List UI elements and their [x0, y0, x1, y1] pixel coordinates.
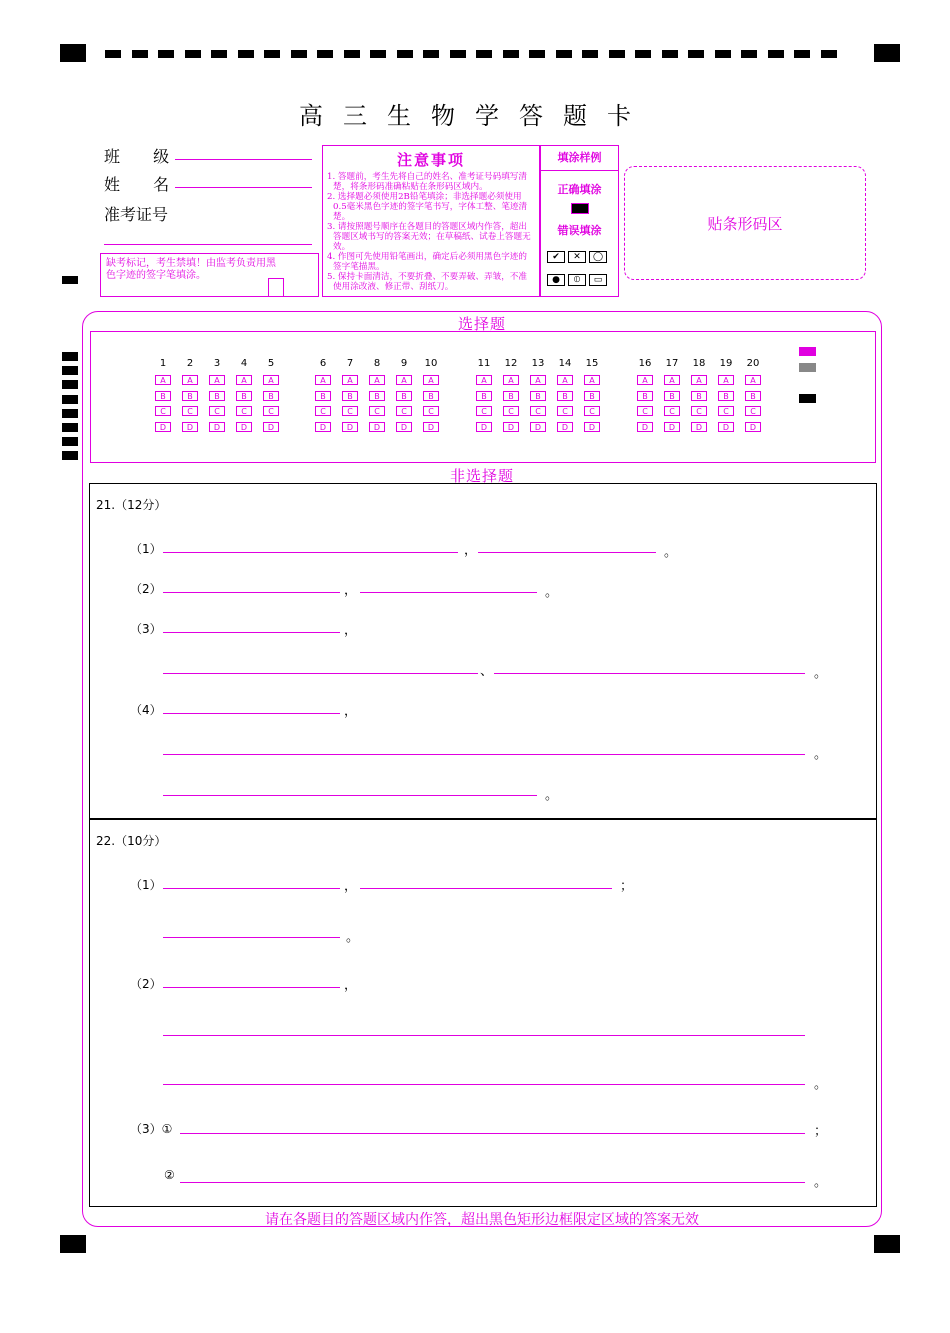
- q21-part-1: （1）: [130, 542, 162, 556]
- timing-dash: [635, 50, 651, 58]
- corner-mark-bottom-right: [874, 1235, 900, 1253]
- question-number: 2: [186, 358, 194, 369]
- footer-warning: 请在各题目的答题区域内作答，超出黑色矩形边框限定区域的答案无效: [265, 1212, 699, 1228]
- timing-mark: [62, 409, 78, 418]
- answer-bubble-d[interactable]: D: [503, 422, 519, 432]
- question-number: 11: [477, 358, 491, 369]
- answer-bubble-b[interactable]: B: [691, 391, 707, 401]
- wrong-fill-mark: ◯: [589, 251, 607, 263]
- answer-bubble-a[interactable]: A: [342, 375, 358, 385]
- timing-mark: [62, 352, 78, 361]
- q21-part-4: （4）: [130, 703, 162, 717]
- answer-bubble-b[interactable]: B: [530, 391, 546, 401]
- q22-part-3b: ②: [164, 1168, 175, 1182]
- punct: 。: [346, 930, 360, 945]
- timing-dash: [185, 50, 201, 58]
- answer-bubble-a[interactable]: A: [745, 375, 761, 385]
- fill-sample-panel: [540, 145, 619, 297]
- timing-dash: [503, 50, 519, 58]
- answer-bubble-c[interactable]: C: [182, 406, 198, 416]
- question-number: 19: [719, 358, 733, 369]
- question-22-title: 22.（10分）: [96, 834, 167, 848]
- answer-bubble-d[interactable]: D: [369, 422, 385, 432]
- q22-1-blank-a[interactable]: [163, 888, 340, 889]
- correct-fill-example: [571, 203, 589, 214]
- timing-dash: [662, 50, 678, 58]
- timing-dash: [476, 50, 492, 58]
- answer-bubble-d[interactable]: D: [584, 422, 600, 432]
- timing-dash: [132, 50, 148, 58]
- punct: 。: [814, 747, 828, 762]
- punct: 、: [480, 664, 494, 679]
- answer-bubble-a[interactable]: A: [557, 375, 573, 385]
- notice-item: 4. 作图可先使用铅笔画出，确定后必须用黑色字迹的签字笔描黑。: [327, 252, 527, 272]
- q22-2-blank-c[interactable]: [163, 1084, 805, 1085]
- answer-bubble-a[interactable]: A: [691, 375, 707, 385]
- timing-dash: [821, 50, 837, 58]
- answer-bubble-b[interactable]: B: [664, 391, 680, 401]
- question-number: 7: [346, 358, 354, 369]
- punct: ，: [464, 543, 478, 558]
- exam-id-field[interactable]: [104, 244, 312, 245]
- answer-bubble-a[interactable]: A: [182, 375, 198, 385]
- answer-bubble-d[interactable]: D: [236, 422, 252, 432]
- q21-2-blank-a[interactable]: [163, 592, 340, 593]
- answer-bubble-d[interactable]: D: [557, 422, 573, 432]
- timing-dash: [768, 50, 784, 58]
- answer-bubble-b[interactable]: B: [423, 391, 439, 401]
- q21-part-3: （3）: [130, 622, 162, 636]
- timing-dash: [238, 50, 254, 58]
- notice-item: 2. 选择题必须使用2B铅笔填涂；非选择题必须使用0.5毫米黑色字迹的签字笔书写，字体工整、笔迹清楚。: [327, 192, 528, 222]
- answer-bubble-a[interactable]: A: [263, 375, 279, 385]
- answer-bubble-a[interactable]: A: [209, 375, 225, 385]
- answer-bubble-d[interactable]: D: [209, 422, 225, 432]
- q21-4-blank-c[interactable]: [163, 795, 537, 796]
- answer-bubble-c[interactable]: C: [557, 406, 573, 416]
- notice-panel: [322, 145, 540, 297]
- answer-bubble-c[interactable]: C: [423, 406, 439, 416]
- exam-id-label: 准考证号: [104, 205, 169, 224]
- answer-bubble-c[interactable]: C: [637, 406, 653, 416]
- q22-part-2: （2）: [130, 977, 162, 991]
- answer-bubble-c[interactable]: C: [664, 406, 680, 416]
- answer-bubble-b[interactable]: B: [557, 391, 573, 401]
- answer-bubble-a[interactable]: A: [637, 375, 653, 385]
- answer-bubble-c[interactable]: C: [503, 406, 519, 416]
- timing-mark: [62, 395, 78, 404]
- question-number: 8: [373, 358, 381, 369]
- question-number: 1: [159, 358, 167, 369]
- notice-item: 5. 保持卡面清洁，不要折叠、不要弄破、弄皱，不准使用涂改液、修正带、刮纸刀。: [327, 272, 527, 292]
- punct: ，: [344, 879, 358, 894]
- question-number: 3: [213, 358, 221, 369]
- wrong-fill-mark: ●: [547, 274, 565, 286]
- q21-3-blank-a[interactable]: [163, 632, 340, 633]
- q21-3-blank-b[interactable]: [163, 673, 478, 674]
- timing-dash: [317, 50, 333, 58]
- question-number: 13: [531, 358, 545, 369]
- timing-mark: [62, 380, 78, 389]
- page-title: 高三生物学答题卡: [299, 102, 651, 130]
- legend-gray: [799, 363, 816, 372]
- legend-black: [799, 394, 816, 403]
- notice-item: 3. 请按照题号顺序在各题目的答题区域内作答，超出答题区域书写的答案无效；在草稿纸、试卷上答题无效。: [327, 222, 531, 252]
- answer-bubble-c[interactable]: C: [369, 406, 385, 416]
- notice-list: [323, 172, 539, 292]
- question-number: 5: [267, 358, 275, 369]
- question-number: 18: [692, 358, 706, 369]
- answer-bubble-b[interactable]: B: [236, 391, 252, 401]
- answer-bubble-b[interactable]: B: [745, 391, 761, 401]
- timing-mark: [62, 423, 78, 432]
- q21-part-2: （2）: [130, 582, 162, 596]
- answer-bubble-c[interactable]: C: [342, 406, 358, 416]
- q22-3-blank-a[interactable]: [180, 1133, 805, 1134]
- answer-bubble-b[interactable]: B: [315, 391, 331, 401]
- answer-bubble-c[interactable]: C: [691, 406, 707, 416]
- timing-dash: [291, 50, 307, 58]
- answer-bubble-b[interactable]: B: [182, 391, 198, 401]
- answer-bubble-c[interactable]: C: [209, 406, 225, 416]
- q21-1-blank-b[interactable]: [478, 552, 656, 553]
- punct: ，: [344, 704, 358, 719]
- answer-bubble-d[interactable]: D: [637, 422, 653, 432]
- answer-bubble-b[interactable]: B: [637, 391, 653, 401]
- timing-dash: [609, 50, 625, 58]
- timing-dash: [529, 50, 545, 58]
- q21-1-blank-a[interactable]: [163, 552, 458, 553]
- timing-dash: [794, 50, 810, 58]
- q22-part-1: （1）: [130, 878, 162, 892]
- side-mark: [62, 276, 78, 284]
- punct: ，: [344, 978, 358, 993]
- answer-bubble-a[interactable]: A: [315, 375, 331, 385]
- q22-1-blank-b[interactable]: [360, 888, 612, 889]
- answer-bubble-d[interactable]: D: [476, 422, 492, 432]
- q22-2-blank-b[interactable]: [163, 1035, 805, 1036]
- absent-checkbox[interactable]: [268, 278, 284, 297]
- notice-title: 注意事项: [396, 151, 465, 169]
- wrong-fill-label: 错误填涂: [557, 224, 602, 237]
- wrong-fill-examples: [547, 244, 615, 290]
- punct: ，: [344, 623, 358, 638]
- answer-bubble-d[interactable]: D: [530, 422, 546, 432]
- answer-bubble-a[interactable]: A: [155, 375, 171, 385]
- answer-bubble-c[interactable]: C: [263, 406, 279, 416]
- timing-dash: [423, 50, 439, 58]
- answer-bubble-b[interactable]: B: [718, 391, 734, 401]
- wrong-fill-mark: ▭: [589, 274, 607, 286]
- answer-bubble-d[interactable]: D: [664, 422, 680, 432]
- timing-dash: [211, 50, 227, 58]
- answer-bubble-c[interactable]: C: [584, 406, 600, 416]
- timing-mark: [62, 437, 78, 446]
- timing-dash: [105, 50, 121, 58]
- timing-dash: [450, 50, 466, 58]
- question-number: 12: [504, 358, 518, 369]
- answer-bubble-a[interactable]: A: [530, 375, 546, 385]
- absent-mark-box: [100, 253, 319, 297]
- answer-bubble-a[interactable]: A: [503, 375, 519, 385]
- question-number: 17: [665, 358, 679, 369]
- answer-bubble-c[interactable]: C: [530, 406, 546, 416]
- question-number: 4: [240, 358, 248, 369]
- timing-dash: [741, 50, 757, 58]
- q21-2-blank-b[interactable]: [360, 592, 537, 593]
- answer-bubble-a[interactable]: A: [396, 375, 412, 385]
- absent-mark-text: 缺考标记，考生禁填！由监考负责用黑色字迹的签字笔填涂。: [106, 258, 276, 281]
- answer-bubble-d[interactable]: D: [182, 422, 198, 432]
- question-21-box: [89, 483, 877, 819]
- punct: 。: [814, 1077, 828, 1092]
- answer-bubble-b[interactable]: B: [263, 391, 279, 401]
- answer-bubble-c[interactable]: C: [745, 406, 761, 416]
- answer-bubble-c[interactable]: C: [476, 406, 492, 416]
- name-field[interactable]: [175, 187, 312, 188]
- answer-bubble-c[interactable]: C: [315, 406, 331, 416]
- question-number: 16: [638, 358, 652, 369]
- answer-bubble-a[interactable]: A: [664, 375, 680, 385]
- timing-dash: [556, 50, 572, 58]
- question-21-title: 21.（12分）: [96, 498, 167, 512]
- timing-dash: [582, 50, 598, 58]
- punct: 。: [814, 666, 828, 681]
- timing-mark: [62, 451, 78, 460]
- timing-dash: [397, 50, 413, 58]
- question-22-box: [89, 819, 877, 1207]
- answer-bubble-a[interactable]: A: [584, 375, 600, 385]
- answer-bubble-a[interactable]: A: [369, 375, 385, 385]
- answer-bubble-d[interactable]: D: [342, 422, 358, 432]
- answer-bubble-b[interactable]: B: [155, 391, 171, 401]
- answer-bubble-d[interactable]: D: [396, 422, 412, 432]
- question-number: 6: [319, 358, 327, 369]
- barcode-area: 贴条形码区: [624, 166, 866, 280]
- corner-mark-top-right: [874, 44, 900, 62]
- answer-bubble-b[interactable]: B: [342, 391, 358, 401]
- wrong-fill-mark: ⦶: [568, 274, 586, 286]
- punct: 。: [545, 788, 559, 803]
- punct: ；: [620, 879, 634, 894]
- name-label: 姓 名: [104, 175, 184, 194]
- class-field[interactable]: [175, 159, 312, 160]
- answer-bubble-c[interactable]: C: [396, 406, 412, 416]
- answer-bubble-d[interactable]: D: [155, 422, 171, 432]
- question-number: 14: [558, 358, 572, 369]
- notice-item: 1. 答题前，考生先将自己的姓名、准考证号码填写清楚，将条形码准确粘贴在条形码区域内。: [327, 172, 527, 192]
- answer-bubble-a[interactable]: A: [718, 375, 734, 385]
- answer-bubble-b[interactable]: B: [476, 391, 492, 401]
- corner-mark-top-left: [60, 44, 86, 62]
- q22-2-blank-a[interactable]: [163, 987, 340, 988]
- answer-bubble-d[interactable]: D: [423, 422, 439, 432]
- question-number: 20: [746, 358, 760, 369]
- answer-bubble-a[interactable]: A: [476, 375, 492, 385]
- choice-grid: [90, 331, 876, 463]
- answer-bubble-c[interactable]: C: [155, 406, 171, 416]
- answer-bubble-b[interactable]: B: [396, 391, 412, 401]
- answer-bubble-b[interactable]: B: [584, 391, 600, 401]
- q22-3-blank-b[interactable]: [180, 1182, 805, 1183]
- correct-fill-label: 正确填涂: [557, 183, 602, 196]
- legend-magenta: [799, 347, 816, 356]
- answer-bubble-c[interactable]: C: [718, 406, 734, 416]
- fill-sample-title: 填涂样例: [541, 146, 618, 171]
- answer-bubble-a[interactable]: A: [236, 375, 252, 385]
- nonchoice-section-title: 非选择题: [449, 467, 514, 485]
- question-number: 10: [424, 358, 438, 369]
- answer-bubble-d[interactable]: D: [263, 422, 279, 432]
- answer-bubble-d[interactable]: D: [691, 422, 707, 432]
- question-number: 15: [585, 358, 599, 369]
- answer-bubble-d[interactable]: D: [718, 422, 734, 432]
- timing-dash: [370, 50, 386, 58]
- q22-part-3: （3）①: [130, 1122, 173, 1136]
- punct: 。: [664, 545, 678, 560]
- q21-3-blank-c[interactable]: [494, 673, 805, 674]
- answer-bubble-d[interactable]: D: [745, 422, 761, 432]
- answer-bubble-b[interactable]: B: [503, 391, 519, 401]
- timing-dash: [688, 50, 704, 58]
- corner-mark-bottom-left: [60, 1235, 86, 1253]
- punct: ，: [344, 583, 358, 598]
- answer-bubble-c[interactable]: C: [236, 406, 252, 416]
- answer-bubble-d[interactable]: D: [315, 422, 331, 432]
- timing-dash: [344, 50, 360, 58]
- answer-bubble-b[interactable]: B: [209, 391, 225, 401]
- timing-dash: [264, 50, 280, 58]
- choice-section-title: 选择题: [457, 315, 506, 333]
- class-label: 班 级: [104, 147, 184, 166]
- answer-bubble-b[interactable]: B: [369, 391, 385, 401]
- answer-bubble-a[interactable]: A: [423, 375, 439, 385]
- q21-4-blank-b[interactable]: [163, 754, 805, 755]
- timing-mark: [62, 366, 78, 375]
- punct: ；: [814, 1124, 828, 1139]
- q22-1-blank-c[interactable]: [163, 937, 340, 938]
- q21-4-blank-a[interactable]: [163, 713, 340, 714]
- timing-dash: [715, 50, 731, 58]
- wrong-fill-mark: ✔: [547, 251, 565, 263]
- wrong-fill-mark: ✕: [568, 251, 586, 263]
- punct: 。: [814, 1175, 828, 1190]
- timing-dash: [158, 50, 174, 58]
- question-number: 9: [400, 358, 408, 369]
- punct: 。: [545, 585, 559, 600]
